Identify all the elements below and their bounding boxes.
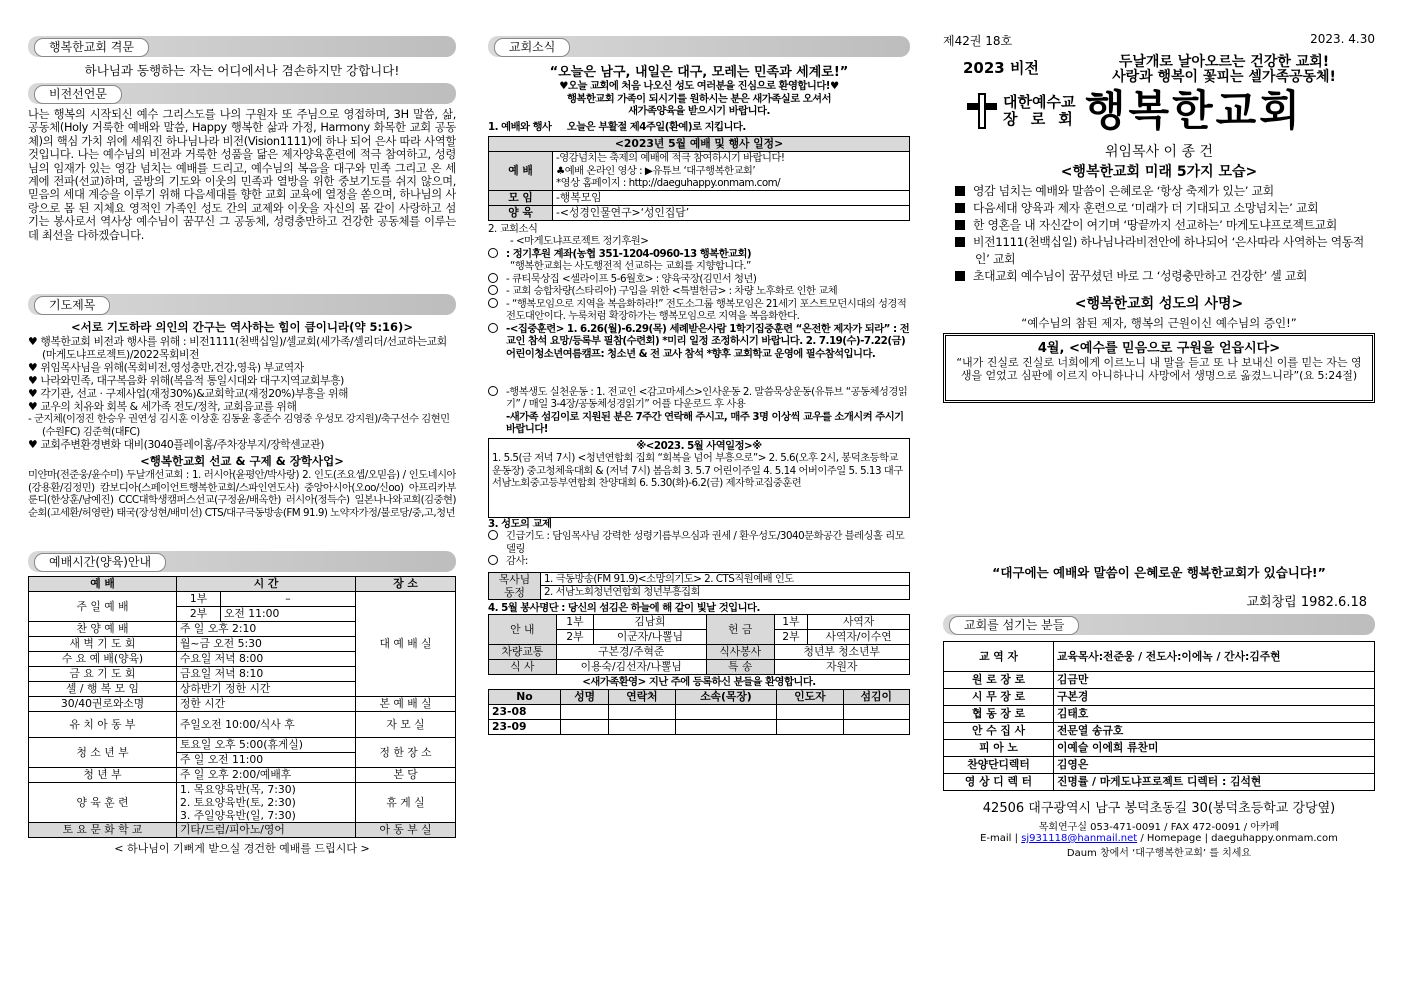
prayer-item: ♥ 교우의 치유와 회복 & 세가족 전도/정착, 교회음교를 위해 <box>28 400 297 413</box>
staff-row: 협 동 장 로 김태호 <box>944 706 1375 723</box>
welcome-line3: 새가족양육을 받으시기 바랍니다. <box>628 105 770 117</box>
prayer-verse: <서로 기도하라 의인의 간구는 역사하는 힘이 큼이니라(약 5:16)> <box>71 320 413 334</box>
staff-row: 교 역 자 교육목사:전준웅 / 전도사:이에녹 / 간사:김주현 <box>944 642 1375 672</box>
staff-row: 영 상 디 렉 터 진명률 / 마게도냐프로젝트 디렉터 : 김석현 <box>944 774 1375 791</box>
square-bullet-icon <box>955 203 965 213</box>
square-bullet-icon <box>955 220 965 230</box>
vision-line2: 사랑과 행복이 꽃피는 셀가족공동체! <box>1112 69 1336 85</box>
prayer-last: ♥ 교회주변환경변화 대비(3040플레이홈/주차장부지/장학센교관) <box>28 438 325 451</box>
email-link[interactable]: sj931118@hanmail.net <box>1021 833 1138 844</box>
worship-footer: < 하나님이 기뻐게 받으실 경건한 예배를 드립시다 > <box>114 842 370 855</box>
future-item: 한 영혼을 내 자신같이 여기며 ‘땅끝까지 선교하는’ 마게도냐프로젝트교회 <box>955 217 1375 234</box>
church-logo: 대한예수교 장 로 회 행복한교회 <box>965 89 1375 133</box>
pastor-news-table: 목사님 동정 1. 극동방송(FM 91.9)<소망의기도> 2. CTS직원예배 인도 2. 서남노회청년연합회 청년부흥집회 <box>488 572 910 600</box>
motto-text: 하나님과 동행하는 자는 어디에서나 겸손하지만 강합니다! <box>84 63 400 78</box>
right-column: 제42권 18호 2023. 4.30 2023 비전 두날개로 날아오르는 건강한 교회! 사랑과 행복이 꽃피는 셀가족공동체! 대한예수교 장 로 회 행복한교회 위임목사 이 종 건 <행복한교회 미래 5가지 모습> 영감 넘치는 예배와 말씀이 은혜로운 ‘항상 축제가 있는’ 교회 다음세대 양육과 제자 훈련으로 ‘미래가 더 기대되고 소망넘치는’ 교회 한 영혼을 내 자신같이 여기며 ‘땅끝까지 선교하는’ 마게도냐프로젝트교회 비전1111(천백십일) 하나님나라비전안에 하나되어 ‘은사따라 사역하는 역동적인’ 교회 초대교회 예수님이 꿈꾸셨던 바로 그 ‘성령충만하고 건강한’ 셀 교회 <행복한교회 성도의 사명> “예수님의 참된 제자, 행복의 근원이신 예수님의 증인!” 4월, <예수를 믿음으로 구원을 얻읍시다> “내가 진실로 진실로 너희에게 이르노니 내 말을 듣고 또 나 보내신 이를 믿는 자는 영생을 얻었고 심판에 이르지 아니하나니 사망에서 생명으로 옮겼느니라”(요 5:24절) “대구에는 예배와 말씀이 은혜로운 행복한교회가 있습니다!” 교회창립 1982.6.18 교회를 섬기는 분들 교 역 자 교육목사:전준웅 / 전도사:이에녹 / 간사:김주현 원 로 장 로 김금만 시 무 장 로 구본경 협 동 장 로 김태호 안 수 집 사 전문열 송규호 피 아 노 이예슬 이에희 류찬미 찬양단디렉터 김영은 영 상 디 렉 터 진명률 / 마게도냐프로젝트 디렉터 : 김석현 42506 대구광역시 남구 봉덕초동길 30(봉덕초등학교 강당옆) 목회연구실 053-471-0091 / FAX 472-0091 / 아카페 E-mail | sj931118@hanmail.net / Homepage | daeguhappy.onmam.com Daum 창에서 ‘대구행복한교회’ 를 치세요 <box>943 32 1375 859</box>
square-bullet-icon <box>955 271 965 281</box>
section-header-worship: 예배시간(양육)안내 <box>28 551 456 572</box>
mission-title-right: <행복한교회 성도의 사명> <box>1074 296 1244 312</box>
mission-title: <행복한교회 선교 & 구제 & 장학사업> <box>140 454 344 468</box>
cross-logo-icon <box>965 91 999 131</box>
slogan: “오늘은 남구, 내일은 대구, 모레는 민족과 세계로!” <box>549 65 849 80</box>
prayer-item: ♥ 각기관, 선교 · 구제사업(재정30%)&교회학교(재정20%)부흥을 위해 <box>28 387 349 400</box>
vision-line1: 두날개로 날아오르는 건강한 교회! <box>1118 54 1330 70</box>
future-list <box>943 183 1375 285</box>
bulletin-date: 2023. 4.30 <box>1310 32 1375 46</box>
section-header-vision: 비전선언문 <box>28 83 456 104</box>
mission-list: 미얀마(전준웅/윤수미) 두날개선교회 : 1. 러시아(윤평안/박사랑) 2. 인도(조요셉/오믿음) / 인도네시아(강용환/김정민) 캄보디아(스페이언트행복한교회/스파인연도사) 중앙아시아(오oo/신oo) 아프리카부룬디(한상훈/남예진) CCC대학생캠퍼스선교(구정윤/배옥한) 러시아(정득수) 일본나나와교회(김중현) 순회(고세환/허영란) 태국(장성현/배미선) CTS/대구극동방송(FM 91.9) 노약자가정/불로당/중,고,청년 <box>28 469 456 519</box>
staff-table <box>943 641 1375 791</box>
pastor-name: 위임목사 이 종 건 <box>1104 144 1214 160</box>
future-title: <행복한교회 미래 5가지 모습> <box>1060 164 1258 180</box>
may-ministry-box: ※<2023. 5월 사역일정>※ 1. 5.5(금 저녁 7시) <청년연합회 집회 “회복을 넘어 부흥으로”> 2. 5.6(오후 2시, 봉덕초등학교 운동장) 중고청체육대회 & (저녁 7시) 봄음회 3. 5.7 어린이주일 4. 5.14 어버이주일 5. 5.13 대구서남노회중고등부연합회 찬양대회 6. 5.30(화)-6.2(금) 제자학교집중훈련 <box>488 438 910 518</box>
section-header-prayer: 기도제목 <box>28 294 456 315</box>
prayer-item: ♥ 위임목사님을 위해(목회비전,영성충만,건강,영육) 부교역자 <box>28 361 304 374</box>
section-header-staff: 교회를 섬기는 분들 <box>943 614 1375 635</box>
future-item: 초대교회 예수님이 꿈꾸셨던 바로 그 ‘성령충만하고 건강한’ 셀 교회 <box>955 268 1375 285</box>
section-header-motto: 행복한교회 격문 <box>28 36 456 57</box>
future-item: 다음세대 양육과 제자 훈련으로 ‘미래가 더 기대되고 소망넘치는’ 교회 <box>955 200 1375 217</box>
new-family-table: No 성명 연락처 소속(목장) 인도자 섬김이 23-08 23-09 <box>488 689 910 735</box>
future-item: 영감 넘치는 예배와 말씀이 은혜로운 ‘항상 축제가 있는’ 교회 <box>955 183 1375 200</box>
monthly-verse-box: 4월, <예수를 믿음으로 구원을 얻읍시다> “내가 진실로 진실로 너희에게 이르노니 내 말을 듣고 또 나 보내신 이를 믿는 자는 영생을 얻었고 심판에 이르지 아니하나니 사망에서 생명으로 옮겼느니라”(요 5:24절) <box>943 333 1375 403</box>
prayer-sub: - 군지체(이정진 한승우 권연성 김시훈 이상훈 김동윤 홍준수 김영중 우성모 강지원)/축구선수 김현민(수원FC) 김준혁(대FC) <box>28 413 450 438</box>
staff-row: 피 아 노 이예슬 이에희 류찬미 <box>944 740 1375 757</box>
prayer-item: ♥ 행복한교회 비전과 행사를 위해 : 비전1111(천백십일)/셀교회(세가족/셀리더/선교하는교회(마게도냐프로젝트)/2022목회비전 <box>28 335 447 361</box>
prayer-item: ♥ 나라와민족, 대구복음화 위해(복음적 통일시대와 대구지역교회부흥) <box>28 374 344 387</box>
church-name: 행복한교회 <box>1084 86 1303 135</box>
volume-number: 제42권 18호 <box>943 34 1013 48</box>
vision-statement: 나는 행복의 시작되신 예수 그리스도를 나의 구원자 또 주님으로 영접하며, 3H 말씀, 삶, 공동체(Holy 거룩한 예배와 말씀, Happy 행복한 삶과 가정, Harmony 화목한 교회 공동체)의 핵심 가치 위에 세워진 하나님나라 비전(Vision1111)에 하나 되어 은사 따라 사역할 것입니다. 나는 예수님의 비전과 거룩한 성품을 닮은 제자양육훈련에 적극 참여하고, 성령님의 임재가 있는 영감 넘치는 예배를 드리고, 예수님의 복음을 대구와 민족 그리고 온 세계에 전파(선교)하며, 골방의 기도와 이웃의 민족과 열방을 위한 중보기도를 쉬지 않으며, 믿음의 세대 계승을 이루기 위해 다음세대를 향한 교회 교육에 열정을 쏟으며, 하나님의 사랑으로 몸 된 지체요 영적인 가족인 성도 간의 교제와 이웃을 자신의 몸 같이 사랑하고 섬기는 봉사로서 역사상 예수님이 꿈꾸신 그 공동체, 성령충만하고 건강한 공동체를 이루는데 최선을 다하겠습니다. <box>28 108 456 242</box>
square-bullet-icon <box>955 186 965 196</box>
staff-row: 찬양단디렉터 김영은 <box>944 757 1375 774</box>
worship-table: 예 배 시 간 장 소 주 일 예 배 1부 – 대 예 배 실 2부 오전 11:00 찬 양 예 배 주 일 오후 2:10 새 벽 기 도 회 월~금 오전 5:30 수 요 예 배(양육) 수요일 저녁 8:00 금 요 기 도 회 금요일 저녁 8:10 셀 / 행 복 모 임 상하반기 정한 시간 30/40권로와소명 정한 시간 본 예 배 실 유 치 아 동 부 주일오전 10:00/식사 후 자 모 실 청 소 년 부 토요일 오후 5:00(휴게실) 정 한 장 소 주 일 오전 11:00 청 년 부 주 일 오후 2:00/예배후 본 당 양 육 훈 련 1. 목요양육반(목, 7:30) 2. 토요양육반(토, 2:30) 3. 주일양육반(일, 7:30) 휴 게 실 토 요 문 화 학 교 기타/드럼/피아노/영어 아 동 부 실 <box>28 576 456 838</box>
staff-row: 원 로 장 로 김금만 <box>944 672 1375 689</box>
welcome-line2: 행복한교회 가족이 되시기를 원하시는 분은 새가족실로 오셔서 <box>566 92 832 105</box>
square-bullet-icon <box>955 237 965 247</box>
left-column <box>28 34 456 856</box>
staff-row: 안 수 집 사 전문열 송규호 <box>944 723 1375 740</box>
section-header-news: 교회소식 <box>488 36 910 57</box>
staff-row: 시 무 장 로 구본경 <box>944 689 1375 706</box>
service-roster-table: 안 내 1부 김남희 헌 금 1부 사역자 2부 이군자/나뽈님 2부 사역자/이수연 차량교통 구본경/주혁준 식사봉사 청년부 청소년부 식 사 이용숙/김선자/나뽈님 특 송 자원자 <box>488 614 910 675</box>
middle-column: 교회소식 “오늘은 남구, 내일은 대구, 모레는 민족과 세계로!” ♥오늘 교회에 처음 나오신 성도 여러분을 진심으로 환영합니다!♥ 행복한교회 가족이 되시기를 원하시는 분은 새가족실로 오셔서 새가족양육을 받으시기 바랍니다. 1. 예배와 행사 오늘은 부활절 제4주일(환예)로 지킵니다. <2023년 5월 예배 및 행사 일정> 예 배 -영감넘치는 축제의 예배에 적극 참여하시기 바랍니다! ♣예배 온라인 영상 : ▶유튜브 ‘대구행복한교회’ *영상 홈페이지 : http://daeguhappy.onmam.com/ 모 임 -행복모임 양 육 -<성경인물연구>‘성인집담’ 2. 교회소식 - <마게도냐프로젝트 정기후원> : 정기후원 계좌(농협 351-1204-0960-13 행복한교회) “행복한교회는 사도행전적 선교하는 교회를 지향합니다.” - 큐티묵상집 <셀라이프 5-6월호> : 양육국장(김민서 청년) - 교회 승합차량(스타리아) 구입을 위한 <특별헌금> : 차량 노후화로 인한 교체 - “행복모임으로 지역을 복음화하라!” 전도소그룹 행복모임은 21세기 포스트모던시대의 성경적전도대안이다. 누룩처럼 확장하가는 행복모임으로 지역을 복음화한다. -<집중훈련> 1. 6.26(월)-6.29(목) 세례받은사람 1학기집중훈련 “온전한 제자가 되라” : 전교인 참석 요망/등록부 필참(수련회) *미리 일정 조정하시기 바랍니다. 2. 7.19(수)-7.22(금) 어린이청소년여름캠프: 청소년 & 전 교사 참석 *향후 교회학교 운영에 필수참석입니다. -행복생도 실천운동 : 1. 전교인 <감고마세스>인사운동 2. 말씀묵상운동(유튜브 “공동체성경읽기” / 매일 3-4장/공동체성경읽기” 어플 다운로드 후 사용 -새가족 섬김이로 지원된 분은 7주간 연락해 주시고, 매주 3명 이상씩 교우를 소개시켜 주시기 바랍니다! ※<2023. 5월 사역일정>※ 1. 5.5(금 저녁 7시) <청년연합회 집회 “회복을 넘어 부흥으로”> 2. 5.6(오후 2시, 봉덕초등학교 운동장) 중고청체육대회 & (저녁 7시) 봄음회 3. 5.7 어린이주일 4. 5.14 어버이주일 5. 5.13 대구서남노회중고등부연합회 찬양대회 6. 5.30(화)-6.2(금) 제자학교집중훈련 3. 성도의 교제 긴급기도 : 담임목사님 강력한 성령기름부으심과 권세 / 환우성도/3040문화공간 블레싱홀 리모델링 감사: 목사님 동정 1. 극동방송(FM 91.9)<소망의기도> 2. CTS직원예배 인도 2. 서남노회청년연합회 청년부흥집회 4. 5월 봉사명단 : 당신의 섬김은 하늘에 해 같이 빛날 것입니다. 안 내 1부 김남희 헌 금 1부 사역자 2부 이군자/나뽈님 2부 사역자/이수연 차량교통 구본경/주혁준 식사봉사 청년부 청소년부 식 사 이용숙/김선자/나뽈님 특 송 자원자 <새가족환영> 지난 주에 등록하신 분들을 환영합니다. No 성명 연락처 소속(목장) 인도자 섬김이 23-08 23-09 <box>488 34 910 735</box>
section-1-title: 1. 예배와 행사 오늘은 부활절 제4주일(환예)로 지킵니다. <box>488 120 746 133</box>
may-schedule-table: <2023년 5월 예배 및 행사 일정> 예 배 -영감넘치는 축제의 예배에 적극 참여하시기 바랍니다! ♣예배 온라인 영상 : ▶유튜브 ‘대구행복한교회’ *영상 홈페이지 : http://daeguhappy.onmam.com/ 모 임 -행복모임 양 육 -<성경인물연구>‘성인집담’ <box>488 136 910 221</box>
prayer-list <box>28 335 456 413</box>
future-item: 비전1111(천백십일) 하나님나라비전안에 하나되어 ‘은사따라 사역하는 역동적인’ 교회 <box>955 234 1375 268</box>
daegu-slogan: “대구에는 예배와 말씀이 은혜로운 행복한교회가 있습니다!” <box>992 565 1326 580</box>
welcome-line1: ♥오늘 교회에 처음 나오신 성도 여러분을 진심으로 환영합니다!♥ <box>559 80 839 92</box>
address: 42506 대구광역시 남구 봉덕초동길 30(봉덕초등학교 강당옆) <box>982 801 1336 816</box>
